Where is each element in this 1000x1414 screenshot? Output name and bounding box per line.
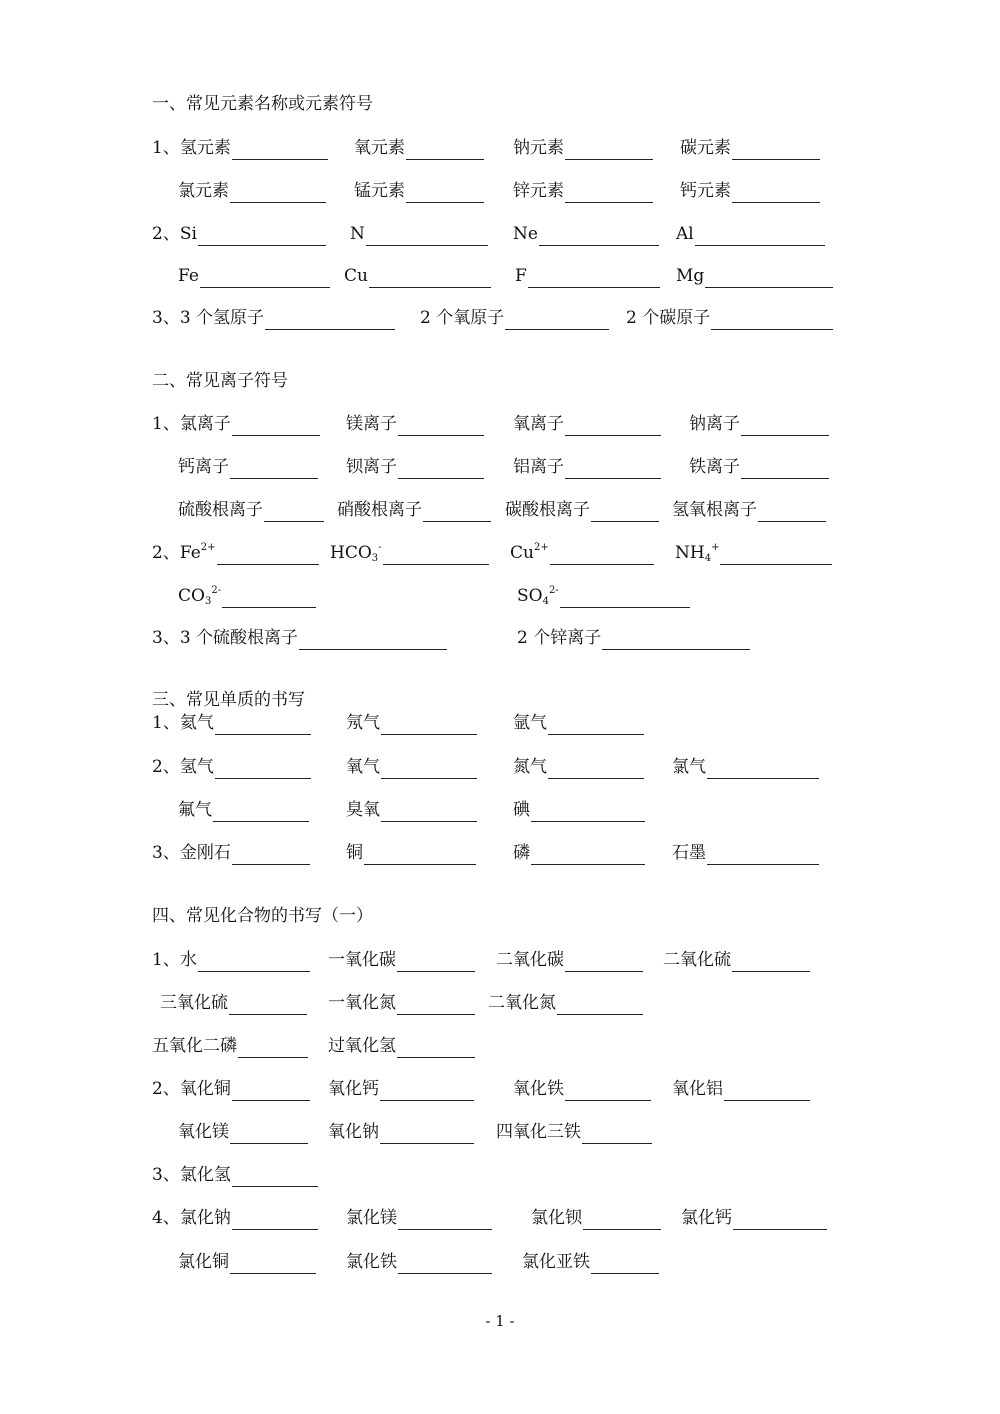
answer-blank[interactable] [380,1082,474,1101]
question-label: Cu [344,266,368,286]
answer-blank[interactable] [565,460,661,479]
answer-blank[interactable] [232,1082,310,1101]
question-label: 硝酸根离子 [337,500,422,520]
item-number: 2、 [152,224,180,244]
question-label: 碳元素 [680,138,731,158]
ion-label [517,584,559,608]
answer-blank[interactable] [695,227,825,246]
answer-blank[interactable] [732,184,820,203]
question-label: 3 个硫酸根离子 [179,628,299,648]
formula-charge: 2- [211,585,222,596]
question-label: 氧化铝 [672,1079,723,1099]
section-3-heading: 三、常见单质的书写 [152,690,305,710]
question-label: 氯化钡 [531,1208,582,1228]
question-label: 氧化钙 [328,1079,379,1099]
question-label: 氢氧根离子 [672,500,757,520]
question-label: Al [676,224,694,244]
answer-blank[interactable] [381,716,477,735]
question-label: 氮气 [513,757,547,777]
question-label: 氧化钠 [328,1122,379,1142]
item-number: 3、 [152,308,180,328]
question-label: Ne [513,224,538,244]
answer-blank[interactable] [215,716,311,735]
question-label: 氢元素 [179,138,231,158]
s4-row-5 [0,1120,1000,1144]
question-label: 氯气 [672,757,706,777]
question-label: 氢气 [179,757,214,777]
s4-row-8 [0,1250,1000,1274]
question-label: 3 个氢原子 [179,308,265,328]
answer-blank[interactable] [397,953,475,972]
answer-blank[interactable] [381,803,477,822]
answer-blank[interactable] [230,184,326,203]
answer-blank[interactable] [707,760,819,779]
answer-blank[interactable] [364,846,476,865]
formula-base: Fe [179,543,201,563]
question-label: 四氧化三铁 [496,1122,581,1142]
answer-blank[interactable] [398,417,484,436]
answer-blank[interactable] [406,184,484,203]
answer-blank[interactable] [265,311,395,330]
formula-subscript: 3 [371,553,379,564]
answer-blank[interactable] [741,417,829,436]
answer-blank[interactable] [720,546,832,565]
question-label: 氧化镁 [178,1122,229,1142]
question-label: 氯元素 [178,181,229,201]
item-number: 2、 [152,757,180,777]
formula-charge: - [378,542,382,553]
s2-row-3 [0,498,1000,522]
question-label: 氩气 [513,713,547,733]
ion-label [178,584,221,608]
answer-blank[interactable] [560,589,690,608]
answer-blank[interactable] [232,846,310,865]
answer-blank[interactable] [198,227,326,246]
s1-row-5 [0,306,1000,330]
answer-blank[interactable] [582,1125,652,1144]
question-label: 钡离子 [346,457,397,477]
s2-row-5 [0,584,1000,608]
question-label: Fe [178,266,199,286]
formula-subscript: 4 [542,596,549,607]
question-label: 二氧化碳 [496,950,564,970]
ion-label [675,541,719,565]
item-number: 1、 [152,414,180,434]
question-label: 氧元素 [354,138,405,158]
question-label: 氯化镁 [346,1208,397,1228]
s4-row-7 [0,1206,1000,1230]
question-label: 氧化铁 [513,1079,564,1099]
question-label: 钙离子 [178,457,229,477]
item-number: 1、 [152,713,180,733]
question-label: 氧离子 [513,414,564,434]
answer-blank[interactable] [565,184,653,203]
section-1-heading: 一、常见元素名称或元素符号 [152,94,373,114]
answer-blank[interactable] [548,716,644,735]
answer-blank[interactable] [705,269,833,288]
answer-blank[interactable] [591,503,659,522]
question-label: 碘 [513,800,530,820]
answer-blank[interactable] [591,1255,659,1274]
question-label: 硫酸根离子 [178,500,263,520]
question-label: 五氧化二磷 [152,1036,237,1056]
formula-base: NH [675,543,705,563]
answer-blank[interactable] [232,1211,318,1230]
answer-blank[interactable] [550,546,654,565]
answer-blank[interactable] [232,141,328,160]
answer-blank[interactable] [200,269,330,288]
answer-blank[interactable] [531,846,645,865]
question-label: 氯化钠 [179,1208,231,1228]
s1-row-3 [0,222,1000,246]
answer-blank[interactable] [711,311,833,330]
question-label: 过氧化氢 [328,1036,396,1056]
s3-row-4 [0,841,1000,865]
s2-row-2 [0,455,1000,479]
s3-row-2 [0,755,1000,779]
formula-base: SO [517,586,543,606]
question-label: 锰元素 [354,181,405,201]
item-number: 3、 [152,843,180,863]
answer-blank[interactable] [758,503,826,522]
item-number: 2、 [152,543,180,563]
question-label: 氯化铜 [178,1252,229,1272]
formula-charge: 2- [548,585,559,596]
answer-blank[interactable] [238,1039,308,1058]
answer-blank[interactable] [198,953,310,972]
question-label: 氯化钙 [681,1208,732,1228]
answer-blank[interactable] [397,1039,475,1058]
ion-label [330,541,382,565]
s4-row-2 [0,991,1000,1015]
question-label: 二氧化氮 [488,993,556,1013]
s4-row-1 [0,948,1000,972]
answer-blank[interactable] [380,1125,474,1144]
question-label: 水 [179,950,197,970]
question-label: 磷 [513,843,530,863]
item-number: 4、 [152,1208,180,1228]
answer-blank[interactable] [383,546,489,565]
answer-blank[interactable] [366,227,488,246]
question-label: Si [179,224,197,244]
page-number: - 1 - [485,1312,515,1330]
item-number: 1、 [152,138,180,158]
answer-blank[interactable] [602,631,750,650]
question-label: 氟气 [178,800,212,820]
s1-row-1 [0,136,1000,160]
answer-blank[interactable] [583,1211,661,1230]
answer-blank[interactable] [741,460,829,479]
answer-blank[interactable] [539,227,659,246]
question-label: 石墨 [672,843,706,863]
answer-blank[interactable] [505,311,609,330]
s1-row-4 [0,264,1000,288]
question-label: 氧化铜 [179,1079,231,1099]
question-label: 氯化铁 [346,1252,397,1272]
question-label: 钠元素 [513,138,564,158]
question-label: F [515,266,527,286]
question-label: 氧气 [346,757,380,777]
ion-label [510,541,549,565]
answer-blank[interactable] [213,803,309,822]
s2-row-4 [0,541,1000,565]
answer-blank[interactable] [215,760,311,779]
answer-blank[interactable] [733,1211,827,1230]
question-label: 2 个碳原子 [626,308,711,328]
answer-blank[interactable] [548,760,644,779]
formula-charge: 2+ [533,542,549,553]
answer-blank[interactable] [381,760,477,779]
answer-blank[interactable] [732,141,820,160]
answer-blank[interactable] [423,503,491,522]
answer-blank[interactable] [724,1082,810,1101]
question-label: 氯离子 [179,414,231,434]
answer-blank[interactable] [565,141,653,160]
formula-subscript: 4 [704,553,712,564]
item-number: 3、 [152,628,180,648]
question-label: 氯化氢 [179,1165,231,1185]
question-label: 2 个氧原子 [420,308,505,328]
answer-blank[interactable] [398,1255,492,1274]
formula-base: HCO [330,543,372,563]
answer-blank[interactable] [531,803,645,822]
answer-blank[interactable] [217,546,319,565]
s4-row-3 [0,1034,1000,1058]
question-label: 铝离子 [513,457,564,477]
item-number: 3、 [152,1165,180,1185]
answer-blank[interactable] [565,953,643,972]
question-label: 锌元素 [513,181,564,201]
s2-row-1 [0,412,1000,436]
ion-label [180,541,216,565]
answer-blank[interactable] [230,460,318,479]
answer-blank[interactable] [398,1211,492,1230]
answer-blank[interactable] [264,503,324,522]
question-label: 一氧化碳 [328,950,396,970]
answer-blank[interactable] [230,1255,316,1274]
answer-blank[interactable] [557,996,643,1015]
question-label: 金刚石 [179,843,231,863]
section-2-heading: 二、常见离子符号 [152,371,288,391]
answer-blank[interactable] [565,1082,651,1101]
answer-blank[interactable] [232,1168,318,1187]
item-number: 1、 [152,950,180,970]
s3-row-1 [0,711,1000,735]
answer-blank[interactable] [397,996,475,1015]
answer-blank[interactable] [229,996,307,1015]
answer-blank[interactable] [222,589,316,608]
question-label: 钙元素 [680,181,731,201]
s2-row-6 [0,626,1000,650]
formula-charge: 2+ [200,542,216,553]
section-4-heading: 四、常见化合物的书写（一） [152,906,373,926]
s4-row-4 [0,1077,1000,1101]
s4-row-6 [0,1163,1000,1187]
question-label: 氦气 [179,713,214,733]
question-label: 铁离子 [689,457,740,477]
answer-blank[interactable] [369,269,491,288]
item-number: 2、 [152,1079,180,1099]
answer-blank[interactable] [732,953,810,972]
formula-charge: + [711,542,720,553]
answer-blank[interactable] [299,631,447,650]
question-label: 碳酸根离子 [505,500,590,520]
answer-blank[interactable] [398,460,484,479]
question-label: 镁离子 [346,414,397,434]
question-label: 三氧化硫 [160,993,228,1013]
question-label: N [350,224,365,244]
answer-blank[interactable] [565,417,661,436]
question-label: 氖气 [346,713,380,733]
question-label: 钠离子 [689,414,740,434]
answer-blank[interactable] [707,846,819,865]
question-label: 铜 [346,843,363,863]
answer-blank[interactable] [232,417,320,436]
answer-blank[interactable] [528,269,660,288]
question-label: Mg [676,266,705,286]
formula-subscript: 3 [204,596,212,607]
answer-blank[interactable] [406,141,484,160]
question-label: 二氧化硫 [663,950,731,970]
question-label: 臭氧 [346,800,380,820]
s1-row-2 [0,179,1000,203]
answer-blank[interactable] [230,1125,308,1144]
formula-base: Cu [510,543,534,563]
question-label: 一氧化氮 [328,993,396,1013]
s3-row-3 [0,798,1000,822]
question-label: 氯化亚铁 [522,1252,590,1272]
formula-base: CO [178,586,205,606]
question-label: 2 个锌离子 [517,628,602,648]
